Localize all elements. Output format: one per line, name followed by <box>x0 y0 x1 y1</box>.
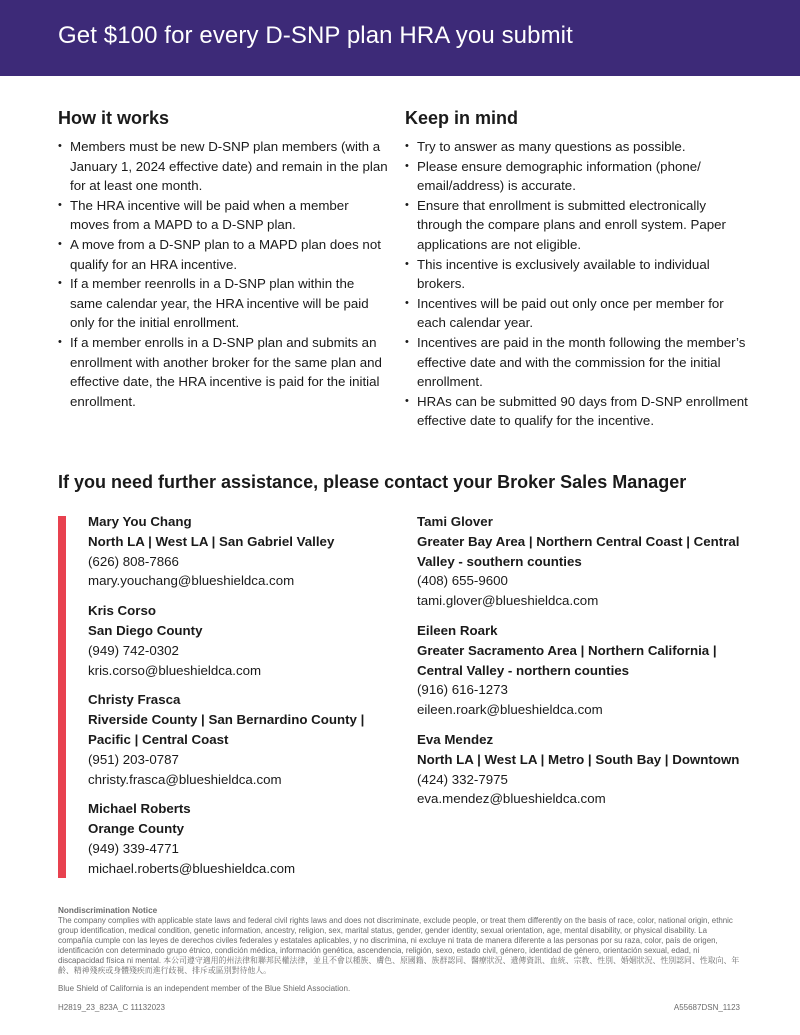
list-item: • Incentives are paid in the month following the member’s effective date and with the commission for the initial enrollment. <box>405 333 750 392</box>
contact-email[interactable]: eva.mendez@blueshieldca.com <box>417 791 606 807</box>
list-item: • Members must be new D-SNP plan members (with a January 1, 2024 effective date) and remain in the plan for at least one month. <box>58 137 388 196</box>
contact-email[interactable]: kris.corso@blueshieldca.com <box>88 662 262 678</box>
contact-phone[interactable]: (626) 808-7866 <box>88 553 179 569</box>
contact-phone[interactable]: (949) 742-0302 <box>88 642 179 658</box>
contact-phone[interactable]: (916) 616-1273 <box>417 682 508 698</box>
contact-region: North LA | West LA | Metro | South Bay | Downtown <box>417 751 740 767</box>
footer-code-left: H2819_23_823A_C 11132023 <box>58 1003 165 1012</box>
contact-card <box>88 799 388 878</box>
footer-codes <box>58 1003 740 1012</box>
contact-card <box>88 690 388 789</box>
keep-in-mind-section <box>405 108 750 431</box>
footer-code-right: A55687DSN_1123 <box>673 1003 740 1012</box>
contact-region: Riverside County | San Bernardino County | Pacific | Central Coast <box>88 712 365 747</box>
list-item: • A move from a D-SNP plan to a MAPD plan does not qualify for an HRA incentive. <box>58 235 388 274</box>
keep-in-mind-heading: Keep in mind <box>405 108 519 128</box>
notice-title: Nondiscrimination Notice <box>58 906 158 915</box>
contact-region: Orange County <box>88 821 185 837</box>
contacts-left-column <box>88 512 388 889</box>
contact-name: Michael Roberts <box>88 801 191 817</box>
contact-region: San Diego County <box>88 622 203 638</box>
list-item: • If a member reenrolls in a D-SNP plan within the same calendar year, the HRA incentive will be paid only for the initial enrollment. <box>58 274 388 333</box>
contact-email[interactable]: michael.roberts@blueshieldca.com <box>88 860 296 876</box>
accent-bar <box>58 516 66 878</box>
member-note: Blue Shield of California is an independent member of the Blue Shield Association. <box>58 984 351 993</box>
contact-email[interactable]: eileen.roark@blueshieldca.com <box>417 702 603 718</box>
contact-card <box>417 730 762 809</box>
contact-region: North LA | West LA | San Gabriel Valley <box>88 533 335 549</box>
header-band <box>0 0 800 76</box>
contact-phone[interactable]: (949) 339-4771 <box>88 840 179 856</box>
list-item: • Try to answer as many questions as possible. <box>405 137 750 157</box>
how-it-works-list <box>58 137 388 411</box>
list-item: • If a member enrolls in a D-SNP plan and submits an enrollment with another broker for the same plan and effective date, the HRA incentive is paid for the initial enrollment. <box>58 333 388 411</box>
list-item: • HRAs can be submitted 90 days from D-SNP enrollment effective date to qualify for the incentive. <box>405 392 750 431</box>
contact-card <box>417 512 762 611</box>
contact-email[interactable]: christy.frasca@blueshieldca.com <box>88 771 282 787</box>
how-it-works-section <box>58 108 388 411</box>
list-item: • Please ensure demographic information (phone/ email/address) is accurate. <box>405 157 750 196</box>
contact-region: Greater Sacramento Area | Northern California | Central Valley - northern counties <box>417 642 717 678</box>
contact-email[interactable]: mary.youchang@blueshieldca.com <box>88 573 295 589</box>
contacts-right-column <box>417 512 762 819</box>
list-item: • The HRA incentive will be paid when a member moves from a MAPD to a D-SNP plan. <box>58 196 388 235</box>
contact-phone[interactable]: (424) 332-7975 <box>417 771 508 787</box>
contact-name: Kris Corso <box>88 603 156 619</box>
keep-in-mind-list <box>405 137 750 431</box>
contact-name: Eva Mendez <box>417 731 494 747</box>
contact-name: Eileen Roark <box>417 622 498 638</box>
contact-phone[interactable]: (951) 203-0787 <box>88 751 179 767</box>
contact-name: Mary You Chang <box>88 514 192 529</box>
page-title: Get $100 for every D-SNP plan HRA you submit <box>58 22 573 49</box>
contact-card <box>88 512 388 591</box>
list-item: • This incentive is exclusively available to individual brokers. <box>405 255 750 294</box>
contact-name: Christy Frasca <box>88 692 181 708</box>
contact-region: Greater Bay Area | Northern Central Coast | Central Valley - southern counties <box>417 533 740 569</box>
list-item: • Ensure that enrollment is submitted electronically through the compare plans and enroll system. Paper applications are not eligible. <box>405 196 750 255</box>
how-it-works-heading: How it works <box>58 108 170 128</box>
nondiscrimination-notice <box>58 906 740 994</box>
contact-card <box>88 601 388 680</box>
notice-body: The company complies with applicable state laws and federal civil rights laws and does not discriminate, exclude people, or treat them differently on the basis of race, color, national origin, ethnic group identification, medical condition, genetic information, ancestry, religion, sex, marital status, gender, gender identity, sexual orientation, age, mental disability, or physical disability. La compañía cumple con las leyes de derechos civiles federales y estatales aplicables, y no discrimina, ni excluye ni trata de manera diferente a las personas por su raza, color, país de origen, identificación con determinado grupo étnico, condición médica, información genética, ascendencia, religión, sexo, estado civil, género, identidad de género, orientación sexual, edad, ni discapacidad física ni mental. 本公司遵守適用的州法律和聯邦民權法律，並且不會以種族、膚色、原國籍、族群認同、醫療狀況、遺傳資訊、血統、宗教、性別、婚姻狀況、性別認同、性取向、年齡、精神殘疾或身體殘疾而進行歧視、排斥或區別對待他人。 <box>58 916 740 975</box>
assistance-heading: If you need further assistance, please contact your Broker Sales Manager <box>58 472 687 492</box>
list-item: • Incentives will be paid out only once per member for each calendar year. <box>405 294 750 333</box>
contact-email[interactable]: tami.glover@blueshieldca.com <box>417 593 599 609</box>
contact-card <box>417 621 762 720</box>
contact-name: Tami Glover <box>417 514 493 529</box>
contact-phone[interactable]: (408) 655-9600 <box>417 573 508 589</box>
